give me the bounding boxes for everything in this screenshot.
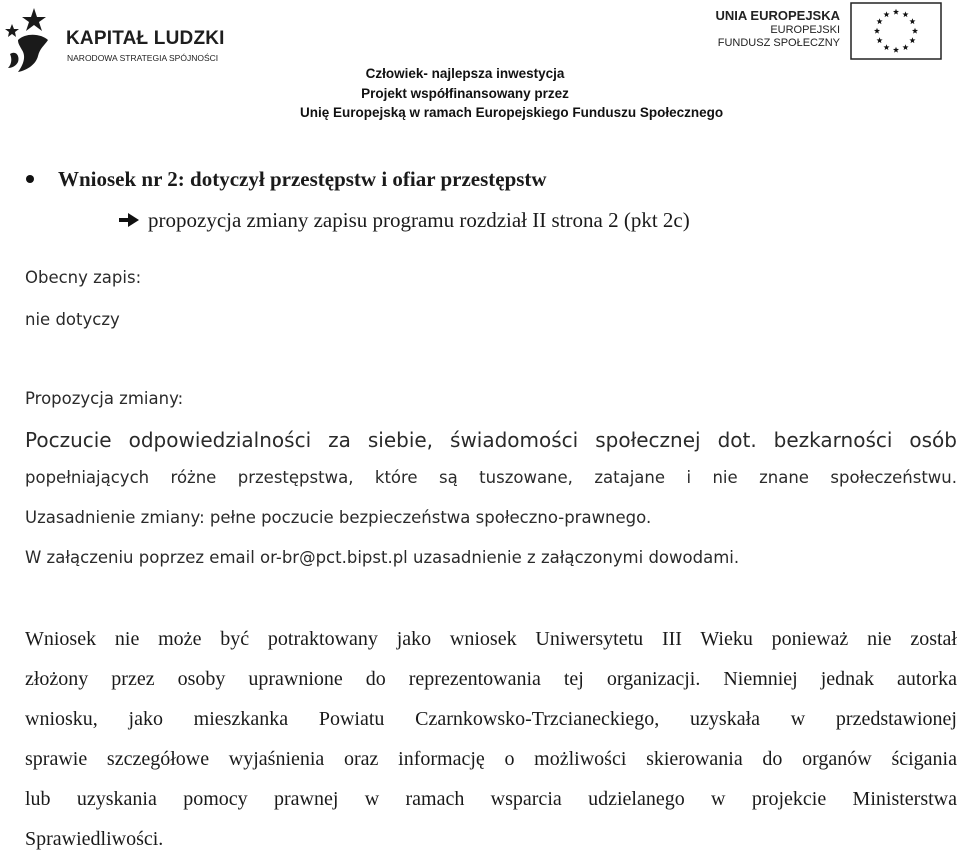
eu-flag-icon [850, 2, 942, 60]
proposal-line: Poczucie odpowiedzialności za siebie, świadomości społecznej dot. bezkarności osób [25, 428, 957, 452]
kapital-ludzki-subtitle: NARODOWA STRATEGIA SPÓJNOŚCI [67, 53, 219, 63]
attachment-text: W załączeniu poprzez email or-br@pct.bipst.pl uzasadnienie z załączonymi dowodami. [25, 548, 740, 567]
eu-logo-line2: EUROPEJSKI [770, 24, 840, 36]
arrow-line [118, 208, 690, 233]
response-line: sprawie szczegółowe wyjaśnienia oraz informację o możliwości skierowania do organów ścigania [25, 748, 957, 770]
current-label: Obecny zapis: [25, 268, 142, 287]
tagline-line: Projekt współfinansowany przez [361, 85, 569, 101]
kapital-ludzki-title: KAPITAŁ LUDZKI [66, 28, 225, 49]
arrow-right-icon [118, 212, 140, 228]
project-tagline [300, 64, 724, 123]
arrow-line-text: propozycja zmiany zapisu programu rozdział II strona 2 (pkt 2c) [148, 208, 690, 232]
proposal-line: popełniających różne przestępstwa, które są tuszowane, zatajane i nie znane społeczeństwu. [25, 468, 957, 487]
current-value: nie dotyczy [25, 310, 120, 329]
kapital-ludzki-emblem-icon [4, 6, 56, 76]
eu-logo-line1: UNIA EUROPEJSKA [715, 8, 840, 23]
kapital-ludzki-logo [4, 6, 234, 78]
response-line: Sprawiedliwości. [25, 828, 164, 850]
eu-logo-line3: FUNDUSZ SPOŁECZNY [717, 37, 840, 49]
bullet-heading [26, 167, 547, 192]
bullet-heading-text: Wniosek nr 2: dotyczył przestępstw i ofiar przestępstw [58, 167, 547, 191]
eu-logo-text [716, 8, 840, 50]
tagline-line: Człowiek- najlepsza inwestycja [365, 66, 565, 81]
justification-text: Uzasadnienie zmiany: pełne poczucie bezpieczeństwa społeczno-prawnego. [25, 508, 652, 527]
proposal-label: Propozycja zmiany: [25, 389, 184, 408]
tagline-line: Unię Europejską w ramach Europejskiego Funduszu Społecznego [300, 105, 724, 120]
eu-logo [715, 2, 956, 62]
response-line: Wniosek nie może być potraktowany jako wniosek Uniwersytetu III Wieku ponieważ nie został [25, 628, 957, 650]
response-line: złożony przez osoby uprawnione do reprezentowania tej organizacji. Niemniej jednak autorka [25, 668, 957, 690]
response-line: lub uzyskania pomocy prawnej w ramach wsparcia udzielanego w projekcie Ministerstwa [25, 788, 957, 810]
bullet-icon [26, 175, 34, 183]
response-line: wniosku, jako mieszkanka Powiatu Czarnkowsko-Trzcianeckiego, uzyskała w przedstawionej [25, 708, 957, 730]
